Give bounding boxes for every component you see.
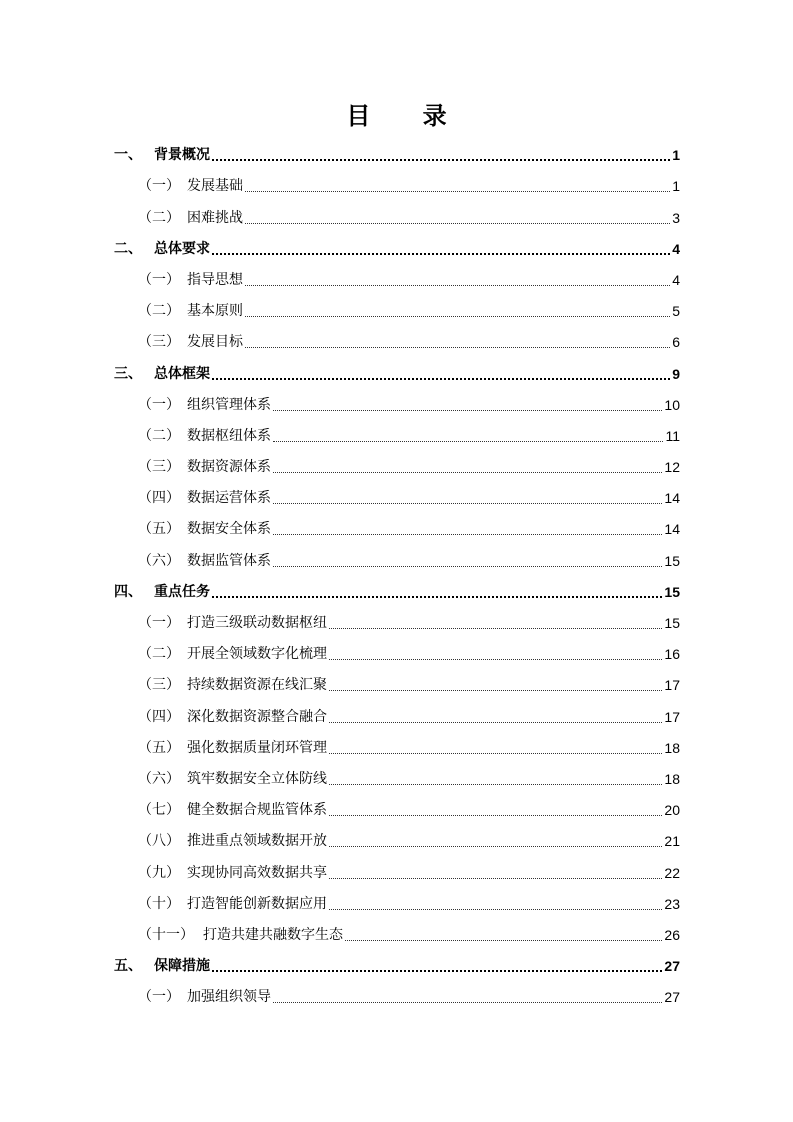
toc-entry-title: 开展全领域数字化梳理: [187, 646, 327, 663]
toc-dot-leader: [212, 253, 670, 255]
toc-page-number: 1: [672, 147, 680, 164]
toc-page-number: 20: [664, 802, 680, 819]
toc-subsection-entry[interactable]: [114, 420, 680, 451]
toc-entry-title: 深化数据资源整合融合: [187, 708, 327, 725]
toc-entry-title: 数据资源体系: [187, 459, 271, 476]
toc-entry-number: （六）: [138, 552, 180, 569]
toc-entry-title: 组织管理体系: [187, 396, 271, 413]
toc-entry-number: （三）: [138, 459, 180, 476]
toc-subsection-entry[interactable]: [114, 451, 680, 482]
toc-page-number: 12: [664, 459, 680, 476]
toc-entry-title: 指导思想: [187, 271, 243, 288]
toc-entry-title: 实现协同高效数据共享: [187, 864, 327, 881]
toc-dot-leader: [212, 378, 670, 380]
toc-entry-title: 数据监管体系: [187, 552, 271, 569]
toc-dot-leader: [212, 159, 670, 161]
toc-page-number: 9: [672, 365, 680, 382]
toc-entry-title: 数据运营体系: [187, 490, 271, 507]
toc-dot-leader: [273, 472, 662, 473]
toc-dot-leader: [273, 441, 663, 442]
toc-dot-leader: [329, 659, 662, 660]
toc-entry-number: 二、: [114, 240, 142, 257]
toc-entry-number: （一）: [138, 615, 180, 631]
toc-subsection-entry[interactable]: [114, 919, 680, 950]
toc-dot-leader: [329, 784, 662, 785]
toc-page-number: 22: [664, 864, 680, 881]
toc-page-number: 18: [664, 739, 680, 756]
toc-page-number: 26: [664, 926, 680, 943]
toc-subsection-entry[interactable]: [114, 981, 680, 1012]
toc-dot-leader: [245, 316, 670, 317]
toc-page-number: 4: [672, 271, 680, 288]
toc-subsection-entry[interactable]: [114, 513, 680, 544]
toc-page-number: 15: [664, 583, 680, 600]
toc-entry-number: （二）: [138, 427, 180, 444]
toc-entry-number: （一）: [138, 271, 180, 288]
toc-section-entry[interactable]: [114, 139, 680, 170]
toc-entry-title: 筑牢数据安全立体防线: [187, 770, 327, 787]
toc-dot-leader: [273, 503, 662, 504]
toc-page-number: 16: [664, 646, 680, 663]
toc-entry-title: 基本原则: [187, 303, 243, 320]
toc-dot-leader: [245, 223, 670, 224]
toc-subsection-entry[interactable]: [114, 295, 680, 326]
toc-page-number: 27: [664, 989, 680, 1006]
toc-entry-title: 强化数据质量闭环管理: [187, 739, 327, 756]
toc-dot-leader: [329, 722, 662, 723]
toc-dot-leader: [329, 815, 662, 816]
toc-page-number: 3: [672, 209, 680, 226]
toc-page-number: 21: [664, 833, 680, 850]
toc-subsection-entry[interactable]: [114, 201, 680, 232]
toc-entry-number: 四、: [114, 583, 142, 600]
toc-entry-title: 加强组织领导: [187, 989, 271, 1006]
toc-dot-leader: [329, 909, 662, 910]
toc-entry-number: （十一）: [138, 926, 194, 943]
toc-title: 目 录: [346, 102, 469, 130]
toc-entry-number: （二）: [138, 646, 180, 663]
toc-page-number: 11: [665, 427, 680, 444]
toc-entry-title: 数据安全体系: [187, 521, 271, 538]
toc-page-number: 1: [672, 178, 680, 195]
toc-entry-number: 五、: [114, 958, 142, 975]
toc-page-number: 27: [664, 958, 680, 975]
toc-page-number: 23: [664, 895, 680, 912]
toc-dot-leader: [329, 753, 662, 754]
toc-subsection-entry[interactable]: [114, 700, 680, 731]
toc-page-number: 4: [672, 240, 680, 257]
toc-subsection-entry[interactable]: [114, 825, 680, 856]
toc-subsection-entry[interactable]: [114, 794, 680, 825]
toc-section-entry[interactable]: [114, 576, 680, 607]
toc-dot-leader: [273, 1002, 662, 1003]
toc-page-number: 17: [664, 708, 680, 725]
toc-page-number: 18: [664, 770, 680, 787]
toc-entry-number: （九）: [138, 864, 180, 881]
toc-entry-title: 推进重点领域数据开放: [187, 833, 327, 850]
toc-subsection-entry[interactable]: [114, 732, 680, 763]
toc-entry-number: （十）: [138, 895, 180, 912]
toc-entry-title: 重点任务: [154, 583, 210, 600]
toc-entry-title: 保障措施: [154, 958, 210, 975]
toc-entry-title: 困难挑战: [187, 209, 243, 226]
toc-entry-number: （三）: [138, 677, 180, 694]
toc-entry-number: （一）: [138, 178, 180, 195]
toc-dot-leader: [245, 347, 670, 348]
toc-entry-number: （一）: [138, 396, 180, 413]
toc-entry-number: （三）: [138, 334, 180, 351]
toc-dot-leader: [212, 596, 662, 598]
toc-dot-leader: [245, 191, 670, 192]
toc-page-number: 17: [664, 677, 680, 694]
toc-entry-number: （五）: [138, 739, 180, 756]
toc-dot-leader: [345, 940, 662, 941]
toc-dot-leader: [329, 628, 662, 629]
toc-section-entry[interactable]: [114, 950, 680, 981]
toc-entry-title: 打造三级联动数据枢纽: [187, 615, 327, 631]
toc-page-number: 14: [664, 490, 680, 507]
toc-subsection-entry[interactable]: [114, 607, 680, 638]
toc-entry-number: 一、: [114, 147, 142, 164]
toc-entry-title: 总体要求: [154, 240, 210, 257]
toc-entry-title: 发展目标: [187, 334, 243, 351]
toc-dot-leader: [212, 970, 662, 972]
toc-entry-title: 背景概况: [154, 147, 210, 164]
toc-dot-leader: [329, 878, 662, 879]
toc-entry-number: （四）: [138, 708, 180, 725]
toc-entry-title: 打造智能创新数据应用: [187, 895, 327, 912]
toc-subsection-entry[interactable]: [114, 326, 680, 357]
toc-entry-number: （八）: [138, 833, 180, 850]
toc-entry-number: （一）: [138, 989, 180, 1006]
toc-entry-number: （七）: [138, 802, 180, 819]
toc-entry-number: （二）: [138, 303, 180, 320]
toc-subsection-entry[interactable]: [114, 856, 680, 887]
toc-entry-number: （五）: [138, 521, 180, 538]
toc-entry-title: 数据枢纽体系: [187, 427, 271, 444]
toc-dot-leader: [273, 410, 662, 411]
toc-entry-number: （四）: [138, 490, 180, 507]
toc-subsection-entry[interactable]: [114, 763, 680, 794]
toc-subsection-entry[interactable]: [114, 669, 680, 700]
toc-page-number: 15: [664, 552, 680, 569]
toc-entry-title: 总体框架: [154, 365, 210, 382]
toc-subsection-entry[interactable]: [114, 264, 680, 295]
toc-entry-number: （二）: [138, 209, 180, 226]
toc-page-number: 5: [672, 303, 680, 320]
toc-subsection-entry[interactable]: [114, 544, 680, 575]
toc-page-number: 15: [664, 615, 680, 631]
toc-subsection-entry[interactable]: [114, 482, 680, 513]
toc-list: [114, 139, 680, 1012]
toc-dot-leader: [329, 846, 662, 847]
toc-page-number: 14: [664, 521, 680, 538]
toc-dot-leader: [273, 534, 662, 535]
toc-entry-number: （六）: [138, 770, 180, 787]
toc-subsection-entry[interactable]: [114, 389, 680, 420]
toc-entry-title: 打造共建共融数字生态: [203, 926, 343, 943]
toc-dot-leader: [245, 285, 670, 286]
toc-entry-title: 发展基础: [187, 178, 243, 195]
toc-section-entry[interactable]: [114, 233, 680, 264]
toc-dot-leader: [329, 690, 662, 691]
toc-page-number: 10: [664, 396, 680, 413]
toc-entry-title: 持续数据资源在线汇聚: [187, 677, 327, 694]
toc-subsection-entry[interactable]: [114, 170, 680, 201]
toc-entry-number: 三、: [114, 365, 142, 382]
toc-subsection-entry[interactable]: [114, 888, 680, 919]
toc-subsection-entry[interactable]: [114, 638, 680, 669]
toc-entry-title: 健全数据合规监管体系: [187, 802, 327, 819]
toc-section-entry[interactable]: [114, 357, 680, 388]
toc-dot-leader: [273, 566, 662, 567]
toc-page-number: 6: [672, 334, 680, 351]
